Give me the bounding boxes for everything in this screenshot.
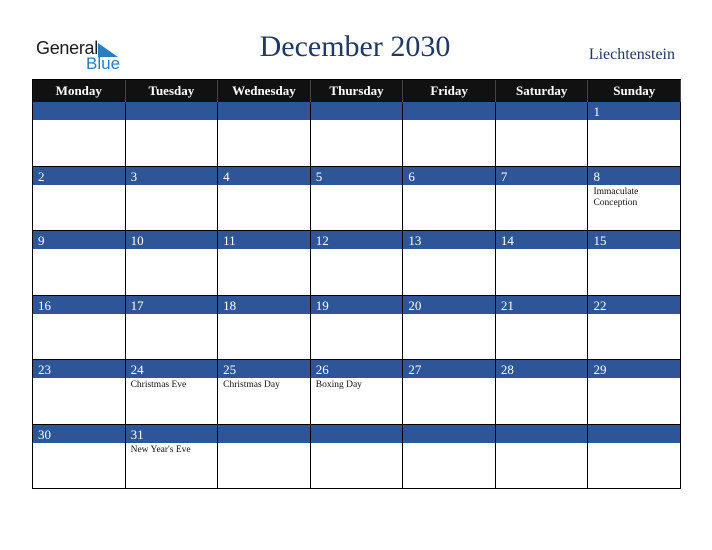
day-number: 19 [311,296,403,315]
day-number: 31 [126,425,218,444]
day-number: 2 [33,167,125,186]
day-number: 12 [311,231,403,250]
day-number [218,102,310,121]
day-cell [311,167,404,232]
day-cell [218,167,311,232]
logo-blue-text: Blue [86,54,121,73]
day-number: 15 [588,231,680,250]
week-row [33,296,681,361]
day-cell [496,296,589,361]
day-cell [126,167,219,232]
day-number [218,425,310,444]
day-cell [588,102,681,167]
day-number [311,425,403,444]
day-cell [311,296,404,361]
day-number: 10 [126,231,218,250]
weekday-label: Friday [403,80,496,102]
day-cell [588,296,681,361]
weekday-label: Wednesday [218,80,311,102]
day-cell [403,102,496,167]
day-number: 14 [496,231,588,250]
day-cell [126,360,219,425]
day-cell [311,425,404,490]
day-cell [588,231,681,296]
day-number [588,425,680,444]
week-row [33,425,681,490]
day-number [403,102,495,121]
day-number: 1 [588,102,680,121]
day-cell [403,360,496,425]
day-cell [403,167,496,232]
day-cell [588,167,681,232]
day-cell [311,231,404,296]
weekday-label: Thursday [311,80,404,102]
day-cell [496,231,589,296]
day-number [496,102,588,121]
day-cell [311,360,404,425]
day-cell [126,425,219,490]
weekday-label: Sunday [588,80,681,102]
day-cell [33,231,126,296]
day-cell [218,102,311,167]
day-number: 21 [496,296,588,315]
day-number: 8 [588,167,680,186]
day-cell [33,102,126,167]
day-number [496,425,588,444]
day-number: 5 [311,167,403,186]
day-number [311,102,403,121]
day-number: 13 [403,231,495,250]
day-cell [33,360,126,425]
week-row [33,102,681,167]
week-row [33,231,681,296]
day-cell [403,231,496,296]
holiday-label: New Year's Eve [130,444,191,455]
day-cell [311,102,404,167]
day-cell [33,296,126,361]
day-cell [496,425,589,490]
day-cell [126,296,219,361]
day-number: 6 [403,167,495,186]
weekday-label: Tuesday [126,80,219,102]
holiday-label: Immaculate Conception [593,186,639,208]
day-number: 30 [33,425,125,444]
day-cell [496,102,589,167]
day-cell [33,425,126,490]
day-cell [218,296,311,361]
day-number: 18 [218,296,310,315]
day-number [403,425,495,444]
country-label: Liechtenstein [588,46,675,63]
weeks-container [33,102,681,489]
day-number: 17 [126,296,218,315]
week-row [33,167,681,232]
page-title: December 2030 [259,30,451,63]
day-number: 26 [311,360,403,379]
day-number: 22 [588,296,680,315]
day-cell [403,425,496,490]
day-number [126,102,218,121]
day-number: 9 [33,231,125,250]
day-number: 20 [403,296,495,315]
logo [36,38,136,78]
day-cell [126,231,219,296]
day-number: 25 [218,360,310,379]
day-number: 27 [403,360,495,379]
day-number: 3 [126,167,218,186]
day-number: 28 [496,360,588,379]
weekday-header [33,80,681,102]
day-number [33,102,125,121]
day-number: 16 [33,296,125,315]
day-cell [496,360,589,425]
day-cell [218,231,311,296]
day-cell [588,360,681,425]
holiday-label: Christmas Day [223,380,280,390]
day-number: 23 [33,360,125,379]
day-cell [588,425,681,490]
day-number: 7 [496,167,588,186]
day-cell [218,425,311,490]
day-number: 4 [218,167,310,186]
holiday-label: Boxing Day [315,380,362,390]
week-row [33,360,681,425]
holiday-label: Christmas Eve [130,380,187,390]
day-number: 24 [126,360,218,379]
calendar-grid [32,79,681,489]
weekday-label: Monday [33,80,126,102]
day-cell [403,296,496,361]
day-cell [218,360,311,425]
day-number: 11 [218,231,310,250]
weekday-label: Saturday [496,80,589,102]
day-cell [33,167,126,232]
day-cell [496,167,589,232]
day-cell [126,102,219,167]
logo-general-text: General [36,38,98,58]
day-number: 29 [588,360,680,379]
